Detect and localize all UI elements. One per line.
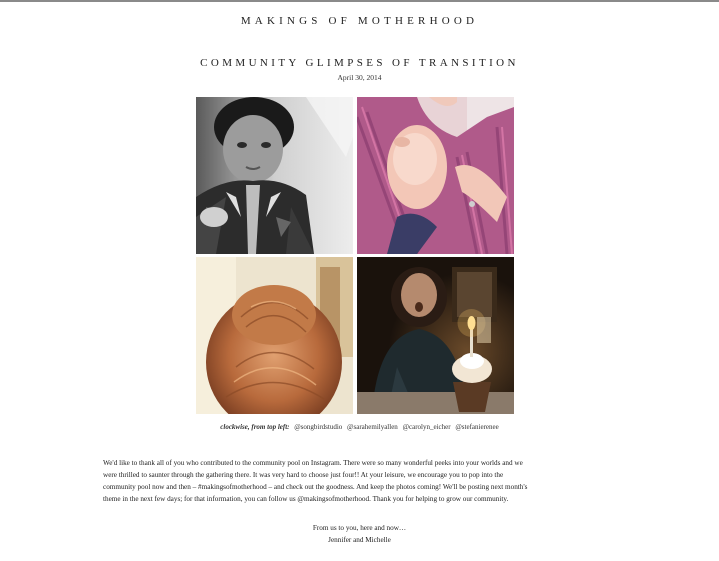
photo-caption: [0, 423, 719, 431]
post-title[interactable]: COMMUNITY GLIMPSES OF TRANSITION: [200, 57, 519, 69]
caption-handle-link[interactable]: @sarahemilyallen: [347, 423, 398, 431]
post-date: April 30, 2014: [337, 73, 382, 82]
photo-boy-in-sweater[interactable]: [196, 97, 353, 254]
signoff-names: Jennifer and Michelle: [328, 536, 391, 544]
signoff-line: From us to you, here and now…: [312, 524, 407, 532]
photo-hair-bun[interactable]: [196, 257, 353, 414]
caption-handle-link[interactable]: @carolyn_eicher: [402, 423, 451, 431]
caption-lead: clockwise, from top left:: [220, 423, 290, 431]
caption-handle-link[interactable]: @stefanierenee: [455, 423, 499, 431]
body-line: theme in the next few days; for that information, you can follow us @makingsofmotherhood. Thank you for helping to grow our community.: [103, 495, 509, 503]
photo-girl-birthday-candle[interactable]: [357, 257, 514, 414]
post-body: [103, 457, 608, 505]
body-line: community pool now and then – #makingsofmotherhood – and check out the goodness. And keep the photos coming! We'll be posting next month's: [103, 483, 528, 491]
photo-baby-in-sling[interactable]: [357, 97, 514, 254]
caption-handle-link[interactable]: @songbirdstudio: [294, 423, 343, 431]
top-border: [0, 0, 719, 2]
body-line: were thrilled to saunter through the gathering there. It was very hard to choose just four!! At your leisure, we encourage you to pop into the: [103, 471, 504, 479]
body-line: We'd like to thank all of you who contributed to the community pool on Instagram. There were so many wonderful peeks into your worlds and we: [103, 459, 523, 467]
site-title[interactable]: MAKINGS OF MOTHERHOOD: [240, 15, 479, 27]
